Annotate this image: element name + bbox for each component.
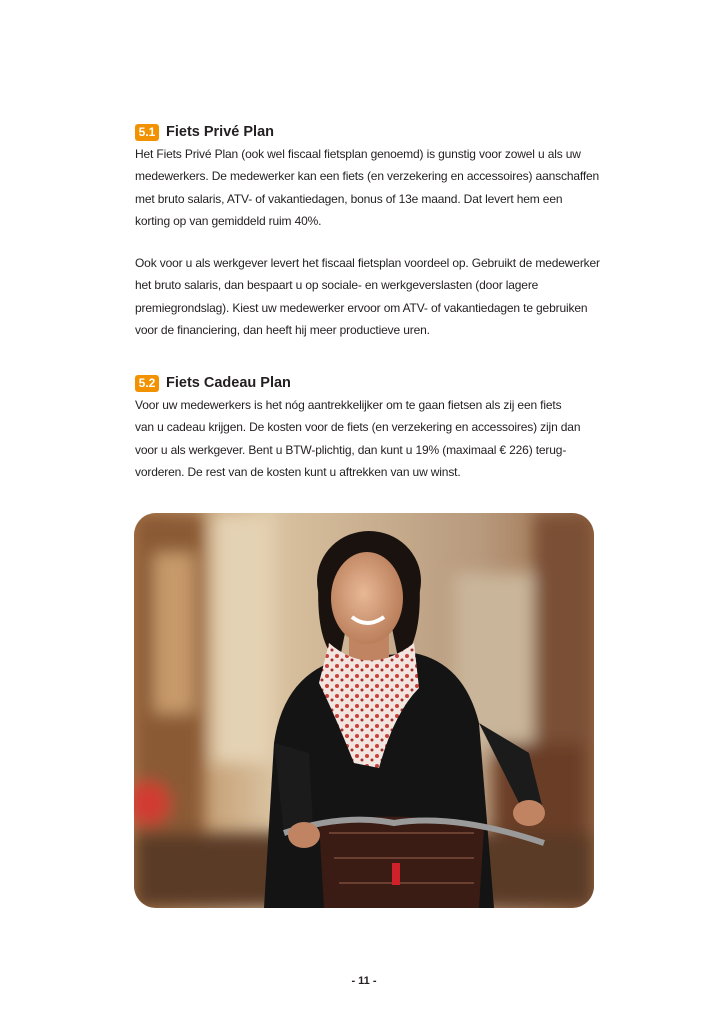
paragraph — [135, 394, 605, 483]
paragraph — [135, 252, 605, 341]
section-fiets-prive-plan — [135, 121, 605, 341]
section-number-badge: 5.2 — [135, 375, 159, 392]
section-title: Fiets Cadeau Plan — [166, 375, 291, 391]
text-line: voor u als werkgever. Bent u BTW-plichtig, dan kunt u 19% (maximaal € 226) terug- — [135, 442, 567, 457]
text-line: premiegrondslag). Kiest uw medewerker ervoor om ATV- of vakantiedagen te gebruiken — [135, 300, 588, 315]
text-line: het bruto salaris, dan bespaart u op sociale- en werkgeverslasten (door lagere — [135, 278, 539, 293]
section-title: Fiets Privé Plan — [166, 124, 274, 140]
text-line: Voor uw medewerkers is het nóg aantrekkelijker om te gaan fietsen als zij een fiets — [135, 398, 562, 412]
text-line: medewerkers. De medewerker kan een fiets (en verzekering en accessoires) aanschaffen — [135, 169, 600, 184]
text-line: korting op van gemiddeld ruim 40%. — [135, 213, 322, 228]
section-number-badge: 5.1 — [135, 124, 159, 141]
section-heading — [135, 372, 605, 394]
text-line: Ook voor u als werkgever levert het fiscaal fietsplan voordeel op. Gebruikt de medewerker — [135, 256, 600, 271]
text-line: met bruto salaris, ATV- of vakantiedagen, bonus of 13e maand. Dat levert hem een — [135, 191, 563, 206]
text-line: Het Fiets Privé Plan (ook wel fiscaal fietsplan genoemd) is gunstig voor zowel u als uw — [135, 147, 581, 161]
woman-on-bicycle-photo — [134, 513, 594, 908]
text-line: van u cadeau krijgen. De kosten voor de fiets (en verzekering en accessoires) zijn dan — [135, 420, 581, 435]
section-heading — [135, 121, 605, 143]
paragraph — [135, 143, 605, 232]
page-number: - 11 - — [351, 975, 377, 987]
section-fiets-cadeau-plan — [135, 372, 605, 483]
text-line: vorderen. De rest van de kosten kunt u aftrekken van uw winst. — [135, 464, 461, 479]
text-line: voor de financiering, dan heeft hij meer productieve uren. — [135, 323, 430, 338]
